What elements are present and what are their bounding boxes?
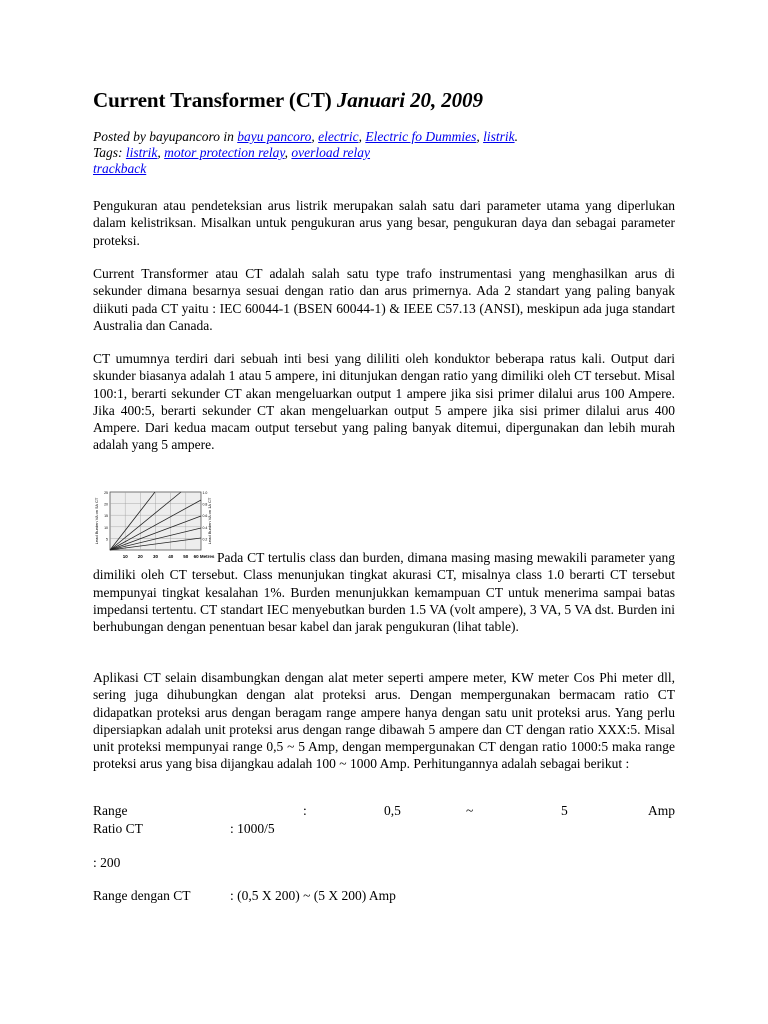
paragraph-4: Pada CT tertulis class dan burden, dimana masing masing mewakili parameter yang dimiliki oleh CT tersebut. Class menunjukan tingkat akurasi CT, misalnya class 1.0 berarti CT tersebut mempunyai tingkat kesalahan 1%. Burden menunjukkan kemampuan CT untuk menerima sampai batas impedansi tertentu. CT standart IEC menyebutkan burden 1.5 VA (volt ampere), 3 VA, 5 VA dst. Burden ini berhubungan dengan penentuan besar kabel dan jarak pengukuran (lihat table).	[93, 550, 675, 635]
chart-x-tick: 40	[168, 554, 174, 559]
chart-right-tick: 1.0	[202, 491, 208, 495]
chart-right-tick: 0.6	[202, 514, 208, 519]
calc-range-ct-value: : (0,5 X 200) ~ (5 X 200) Amp	[230, 888, 396, 903]
paragraph-1: Pengukuran atau pendeteksian arus listrik merupakan salah satu dari parameter utama yang diperlukan dalam kelistriksan. Misalkan untuk pengukuran arus yang besar, pengukuran daya dan sebagai parameter proteksi.	[93, 198, 675, 248]
post-meta	[93, 129, 518, 177]
chart-left-tick: 20	[104, 502, 108, 507]
calc-ratio-label: Ratio CT	[93, 821, 143, 836]
posted-line: Posted by bayupancoro in bayu pancoro, electric, Electric fo Dummies, listrik.	[93, 129, 518, 144]
paragraph-3: CT umumnya terdiri dari sebuah inti besi yang dililiti oleh konduktor beberapa ratus kali. Output dari skunder biasanya adalah 1 atau 5 ampere, ini ditunjukan dengan ratio yang dimiliki oleh CT tersebut. Misal 100:1, berarti sekunder CT akan mengeluarkan output 1 ampere jika sisi primer dilalui arus 100 Ampere. Jika 400:5, berarti sekunder CT akan mengeluarkan output 5 ampere jika sisi primer dilalui arus 400 Ampere. Dari kedua macam output tersebut yang paling banyak ditemui, dipergunakan dan lebih murah adalah yang 5 ampere.	[93, 351, 675, 453]
chart-left-axis-label: Lead Burden VA on 5A CT	[94, 497, 99, 545]
calc-range-label: Range	[93, 803, 128, 818]
category-link-bayu-pancoro[interactable]: bayu pancoro	[237, 129, 312, 144]
chart-right-axis-label: Lead Burden VA on 1A CT	[207, 497, 212, 545]
chart-left-tick: 25	[104, 491, 108, 495]
chart-x-tick: 50	[183, 554, 189, 559]
calc-range-min: 0,5	[384, 803, 401, 818]
tag-link-overload-relay[interactable]: overload relay	[291, 145, 371, 160]
chart-left-tick: 10	[104, 525, 108, 530]
calc-ratio-value: : 1000/5	[230, 821, 275, 836]
chart-x-tick: 20	[137, 554, 143, 559]
calc-range-max: 5	[561, 803, 568, 818]
calc-range-ct-label: Range dengan CT	[93, 888, 191, 903]
paragraph-5: Aplikasi CT selain disambungkan dengan alat meter seperti ampere meter, KW meter Cos Phi meter dll, sering juga dihubungkan dengan alat proteksi arus. Dengan mempergunakan bermacam ratio CT didapatkan proteksi arus dengan beragam range ampere hanya dengan satu unit proteksi arus. Yang perlu dipersiapkan adalah unit proteksi arus dengan range dibawah 5 ampere dan CT dengan ratio XXX:5. Misal unit proteksi mempunyai range 0,5 ~ 5 Amp, dengan mempergunakan CT dengan ratio 1000:5 maka range proteksi arus yang bisa dijangkau adalah 100 ~ 1000 Amp. Perhitungannya adalah sebagai berikut :	[93, 670, 675, 772]
posted-by-text: Posted by bayupancoro in	[93, 129, 238, 144]
article-title	[93, 88, 483, 113]
tags-line: Tags: listrik, motor protection relay, overload relay	[93, 145, 371, 160]
calc-range-colon: :	[303, 803, 307, 818]
tags-label: Tags:	[93, 145, 126, 160]
chart-left-tick: 15	[104, 514, 108, 519]
category-link-electric[interactable]: electric	[318, 129, 359, 144]
calc-ratio-result: : 200	[93, 855, 121, 870]
paragraph-2: Current Transformer atau CT adalah salah satu type trafo instrumentasi yang menghasilkan arus di sekunder dimana besarnya sesuai dengan ratio dan arus primernya. Ada 2 standart yang paling banyak diikuti pada CT yaitu : IEC 60044-1 (BSEN 60044-1) & IEEE C57.13 (ANSI), meskipun ada juga standart Australia dan Canada.	[93, 266, 675, 333]
tag-link-motor-protection-relay[interactable]: motor protection relay	[164, 145, 285, 160]
chart-left-tick: 5	[106, 537, 108, 542]
chart-x-tick: 10	[122, 554, 128, 559]
title-text: Current Transformer (CT)	[93, 88, 332, 112]
calc-range-tilde: ~	[466, 803, 474, 818]
category-link-electric-fo-dummies[interactable]: Electric fo Dummies	[365, 129, 477, 144]
chart-right-tick: 0.4	[202, 525, 208, 530]
trackback-link[interactable]: trackback	[93, 161, 147, 176]
chart-x-tick: 60 Metres	[193, 554, 215, 559]
post-date: Januari 20, 2009	[336, 88, 483, 112]
chart-x-tick: 30	[152, 554, 159, 559]
category-link-listrik[interactable]: listrik	[483, 129, 515, 144]
chart-right-tick: 0.2	[202, 537, 208, 542]
tag-link-listrik[interactable]: listrik	[125, 145, 158, 160]
calc-range-unit: Amp	[648, 803, 675, 818]
chart-right-tick: 0.8	[202, 502, 208, 507]
